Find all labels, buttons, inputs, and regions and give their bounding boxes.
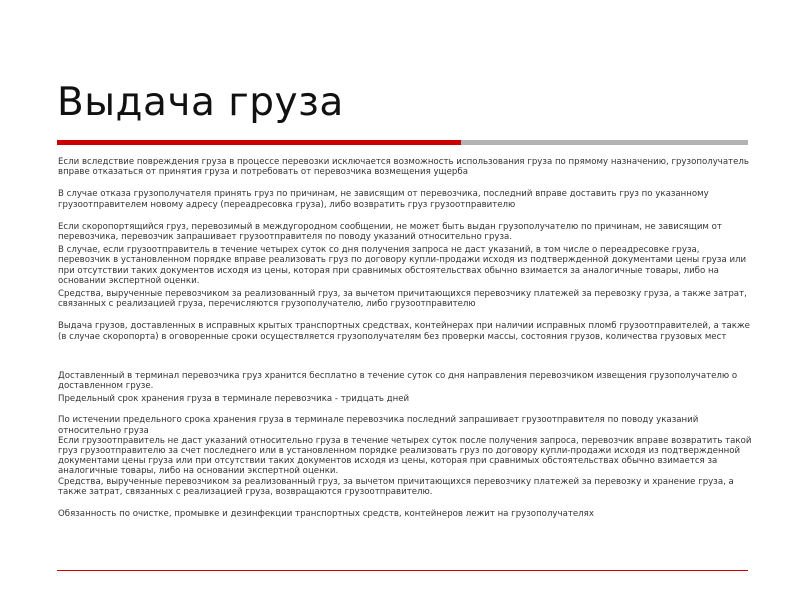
paragraph: Обязанность по очистке, промывке и дезинфекции транспортных средств, контейнеров лежит на грузополучателях	[58, 509, 594, 520]
title-underline-red	[57, 140, 461, 145]
spacer	[58, 177, 752, 189]
paragraph: По истечении предельного срока хранения груза в терминале перевозчика последний запрашивает грузоотправителя по поводу указаний относительно груза	[58, 415, 699, 436]
spacer	[58, 342, 752, 371]
footer-rule	[57, 570, 748, 571]
paragraph: Предельный срок хранения груза в терминале перевозчика - тридцать дней	[58, 394, 410, 405]
spacer	[58, 404, 752, 415]
title-underline-gray	[461, 140, 748, 145]
paragraph: Доставленный в терминал перевозчика груз хранится бесплатно в течение суток со дня направления перевозчиком извещения грузополучателю о доставленном грузе.	[58, 370, 738, 392]
paragraph: Средства, вырученные перевозчиком за реализованный груз, за вычетом причитающихся перевозчику платежей за перевозку и хранение груза, а также затрат, связанных с реализацией груза, возвращаются грузоотправителю.	[58, 476, 734, 497]
paragraph: Выдача грузов, доставленных в исправных крытых транспортных средствах, контейнерах при наличии исправных пломб грузоотправителей, а также (в случае скоропорта) в оговоренные сроки осуществляется грузополучателям без проверки массы, состояния грузов, количества грузовых мест	[58, 321, 750, 342]
slide-title: Выдача груза	[57, 80, 344, 125]
spacer	[58, 309, 752, 321]
paragraph: В случае, если грузоотправитель в течение четырех суток со дня получения запроса не даст указаний, в том числе о переадресовке груза, перевозчик в установленном порядке вправе реализовать груз по договору купли-продажи исходя из подтвержденной документами цены груза или при отсутствии таких документов исходя из цены, которая при сравнимых обстоятельствах обычно взимается за аналогичные товары, либо на основании экспертной оценки.	[58, 245, 747, 286]
paragraph: Если вследствие повреждения груза в процессе перевозки исключается возможность использования груза по прямому назначению, грузополучатель вправе отказаться от принятия груза и потребовать от перевозчика возмещения ущерба	[58, 157, 749, 178]
slide-body	[58, 157, 752, 519]
spacer	[58, 210, 752, 222]
spacer	[58, 497, 752, 509]
paragraph: Если скоропортящийся груз, перевозимый в междугородном сообщении, не может быть выдан грузополучателю по причинам, не зависящим от перевозчика, перевозчик запрашивает грузоотправителя по поводу указаний относительно груза.	[58, 221, 722, 243]
paragraph: В случае отказа грузополучателя принять груз по причинам, не зависящим от перевозчика, последний вправе доставить груз по указанному грузоотправителем новому адресу (переадресовка груза), либо возвратить груз грузоотправителю	[58, 189, 709, 210]
paragraph: Если грузоотправитель не даст указаний относительно груза в течение четырех суток после получения запроса, перевозчик вправе возвратить такой груз грузоотправителю за счет последнего или в установленном порядке реализовать груз по договору купли-продажи исходя из подтвержденной документами цены груза или при отсутствии таких документов исходя из цены, которая при сравнимых обстоятельствах обычно взимается за аналогичные товары, либо на основании экспертной оценки.	[58, 435, 752, 477]
paragraph: Средства, вырученные перевозчиком за реализованный груз, за вычетом причитающихся перевозчику платежей за перевозку груза, а также затрат, связанных с реализацией груза, перечисляются грузополучателю, либо грузоотправителю	[58, 289, 747, 310]
